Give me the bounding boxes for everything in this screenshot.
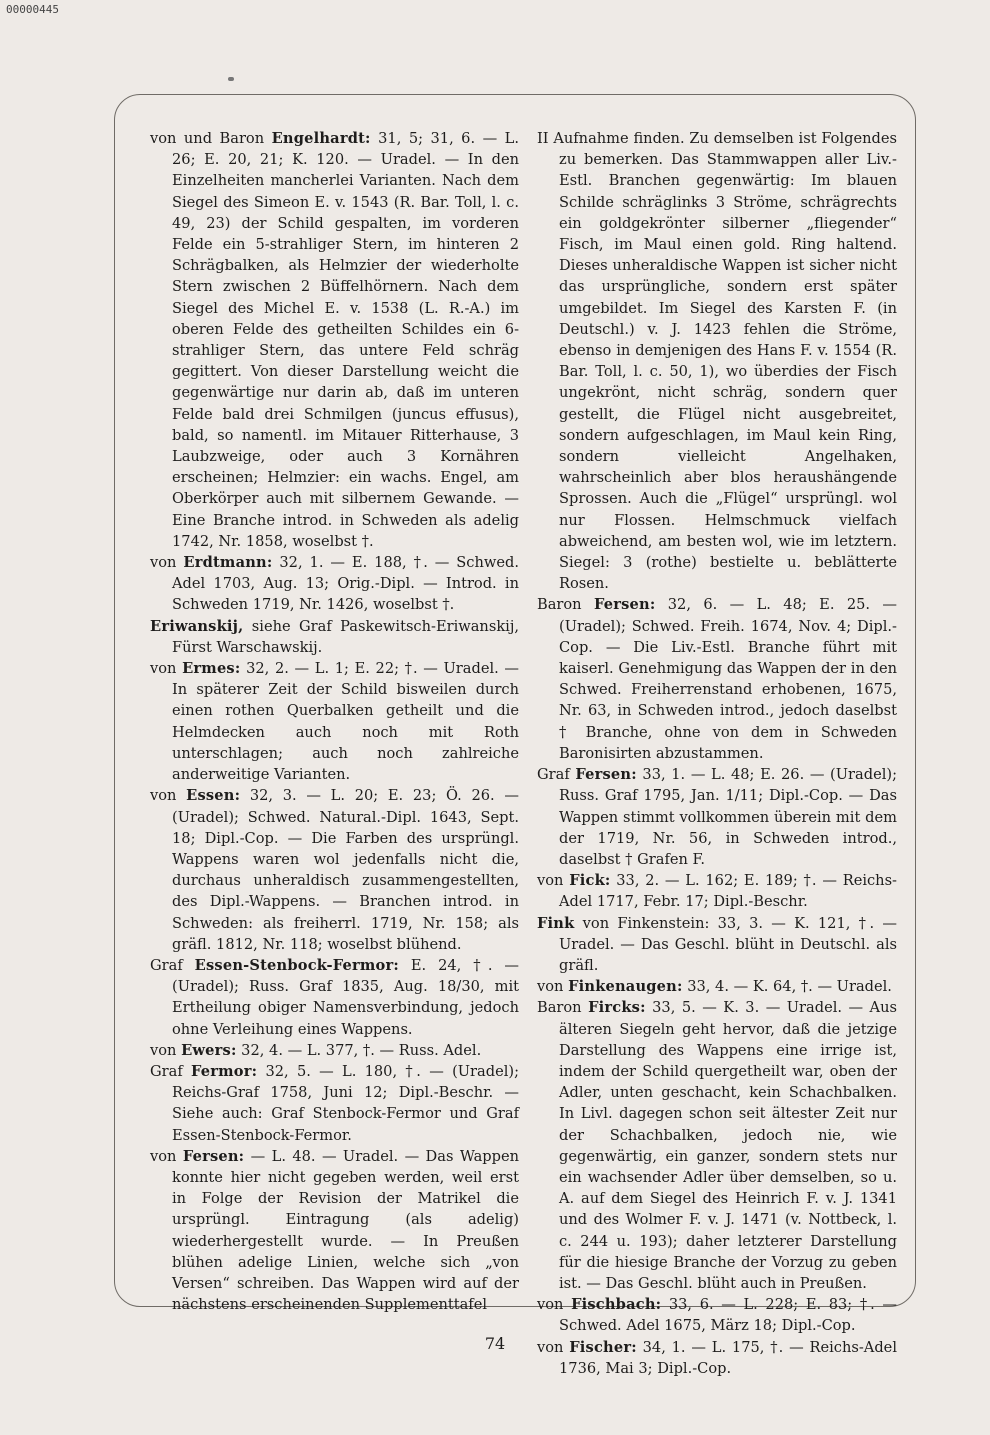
entry-text: 32, 3. — L. 20; E. 23; Ö. 26. — (Uradel); Schwed. Natural.-Dipl. 1643, Sept. 18; Dipl.-Cop. — Die Farben des ursprüngl. Wappens waren wol jedenfalls nicht die, durchaus unheraldisch zusammengestellten, des Dipl.-Wappens. — Branchen introd. in Schweden: als freiherrl. 1719, Nr. 158; als gräfl. 1812, Nr. 118; woselbst blühend. bbox=[172, 787, 519, 953]
entry-headword: Fink bbox=[537, 914, 575, 932]
entry-baron-fersen bbox=[537, 594, 897, 764]
entry-headword: Finkenaugen: bbox=[568, 978, 683, 996]
entry-graf-fersen bbox=[537, 764, 897, 870]
left-column bbox=[150, 128, 519, 1315]
entry-prefix: Baron bbox=[537, 999, 589, 1017]
entry-headword: Fersen: bbox=[575, 766, 637, 784]
page-number: 74 bbox=[484, 1334, 506, 1353]
right-column bbox=[537, 128, 897, 1379]
entry-headword: Fischer: bbox=[569, 1338, 637, 1356]
entry-ewers bbox=[150, 1040, 519, 1061]
entry-text: 33, 1. — L. 48; E. 26. — (Uradel); Russ. Graf 1795, Jan. 1/11; Dipl.-Cop. — Das Wappen stimmt vollkommen überein mit dem der 1719, Nr. 56, in Schweden introd., daselbst † Grafen F. bbox=[559, 766, 897, 868]
entry-prefix: Graf bbox=[150, 956, 195, 974]
entry-headword: Fersen: bbox=[182, 1147, 245, 1165]
entry-headword: Essen-Stenbock-Fermor: bbox=[194, 956, 399, 974]
entry-engelhardt bbox=[150, 128, 519, 552]
entry-text: 32, 2. — L. 1; E. 22; †. — Uradel. — In späterer Zeit der Schild bisweilen durch einen rothen Querbalken getheilt und die Helmdecken auch noch mit Roth unterschlagen; auch noch zahlreiche anderweitige Varianten. bbox=[172, 660, 520, 784]
entry-headword: Eriwanskij, bbox=[150, 617, 244, 635]
entry-prefix: von und Baron bbox=[150, 130, 272, 147]
entry-fersen bbox=[150, 1146, 519, 1316]
ink-mark bbox=[228, 77, 234, 81]
entry-headword: Fircks: bbox=[588, 999, 646, 1017]
entry-prefix: von bbox=[150, 1041, 182, 1059]
entry-prefix: von bbox=[150, 787, 187, 805]
entry-text: 31, 5; 31, 6. — L. 26; E. 20, 21; K. 120. — Uradel. — In den Einzelheiten mancherlei Varianten. Nach dem Siegel des Simeon E. v. 1543 (R. Bar. Toll, l. c. 49, 23) der Schild gespalten, im vorderen Felde ein 5-strahliger Stern, im hinteren 2 Schrägbalken, als Helmzier der wiederholte Stern zwischen 2 Büffelhörnern. Nach dem Siegel des Michel E. v. 1538 (L. R.-A.) im oberen Felde des getheilten Schildes ein 6-strahliger Stern, das untere Feld schräg gegittert. Von dieser Darstellung weicht die gegenwärtige nur darin ab, daß im unteren Felde bald drei Schmilgen (juncus effusus), bald, so namentl. im Mitauer Ritterhause, 3 Laubzweige, oder auch 3 Kornähren erscheinen; Helmzier: ein wachs. Engel, am Oberkörper auch mit silbernem Gewande. — Eine Branche introd. in Schweden als adelig 1742, Nr. 1858, woselbst †. bbox=[172, 130, 519, 550]
entry-prefix: von bbox=[150, 1147, 183, 1165]
entry-ermes bbox=[150, 658, 519, 785]
entry-headword: Fersen: bbox=[593, 596, 656, 614]
entry-prefix: Graf bbox=[537, 766, 576, 784]
entry-headword: Fischbach: bbox=[571, 1296, 662, 1314]
entry-prefix: von bbox=[537, 1338, 570, 1356]
entry-text: 33, 2. — L. 162; E. 189; †. — Reichs-Adel 1717, Febr. 17; Dipl.-Beschr. bbox=[559, 872, 897, 911]
entry-prefix: von bbox=[537, 872, 570, 890]
entry-text: 32, 4. — L. 377, †. — Russ. Adel. bbox=[236, 1041, 482, 1059]
entry-headword: Erdtmann: bbox=[183, 554, 273, 572]
entry-text: E. 24, †. — (Uradel); Russ. Graf 1835, Aug. 18/30, mit Ertheilung obiger Namensverbindung, jedoch ohne Verleihung eines Wappens. bbox=[172, 956, 519, 1038]
entry-prefix: von bbox=[150, 660, 183, 678]
entry-essen bbox=[150, 785, 519, 955]
entry-headword: Ewers: bbox=[181, 1041, 237, 1059]
entry-essen-stenbock-fermor bbox=[150, 955, 519, 1040]
page-id: 00000445 bbox=[6, 3, 59, 16]
entry-text: 33, 5. — K. 3. — Uradel. — Aus älteren Siegeln geht hervor, daß die jetzige Darstellung des Wappens eine irrige ist, indem der Schild quergetheilt war, oben der Adler, unten geschacht, kein Schachbalken. In Livl. dagegen schon seit ältester Zeit nur der Schachbalken, jedoch nie, wie gegenwärtig, ein ganzer, sondern stets nur ein wachsender Adler über demselben, so u. A. auf dem Siegel des Heinrich F. v. J. 1341 und des Wolmer F. v. J. 1471 (v. Nottbeck, l. c. 244 u. 193); daher letzterer Darstellung für die hiesige Branche der Vorzug zu geben ist. — Das Geschl. blüht auch in Preußen. bbox=[559, 999, 897, 1292]
entry-prefix: Baron bbox=[537, 596, 594, 614]
entry-fink-von-finkenstein bbox=[537, 913, 897, 977]
entry-prefix: Graf bbox=[150, 1062, 192, 1080]
entry-text: — L. 48. — Uradel. — Das Wappen konnte hier nicht gegeben werden, weil erst in Folge der Revision der Matrikel die ursprüngl. Eintragung (als adelig) wiederhergestellt wurde. — In Preußen blühen adelige Linien, welche sich „von Versen“ schreiben. Das Wappen wird auf der nächstens erscheinenden Supplementtafel bbox=[172, 1147, 519, 1314]
entry-text: 32, 6. — L. 48; E. 25. — (Uradel); Schwed. Freih. 1674, Nov. 4; Dipl.-Cop. — Die Liv.-Estl. Branche führt mit kaiserl. Genehmigung das Wappen der in den Schwed. Freiherrenstand erhobenen, 1675, Nr. 63, in Schweden introd., jedoch daselbst † Branche, ohne von dem in Schweden Baronisirten abzustammen. bbox=[559, 596, 898, 762]
entry-text: II Aufnahme finden. Zu demselben ist Folgendes zu bemerken. Das Stammwappen aller Liv.-Estl. Branchen gegenwärtig: Im blauen Schilde schräglinks 3 Ströme, schrägrechts ein goldgekrönter silberner „fliegender“ Fisch, im Maul einen gold. Ring haltend. Dieses unheraldische Wappen ist sicher nicht das ursprüngliche, sondern erst später umgebildet. Im Siegel des Karsten F. (in Deutschl.) v. J. 1423 fehlen die Ströme, ebenso in demjenigen des Hans F. v. 1554 (R. Bar. Toll, l. c. 50, 1), wo überdies der Fisch ungekrönt, nicht schräg, sondern quer gestellt, die Flügel nicht ausgebreitet, sondern aufgeschlagen, im Maul kein Ring, sondern vielleicht Angelhaken, wahrscheinlich aber blos heraushängende Sprossen. Auch die „Flügel“ ursprüngl. wol nur Flossen. Helmschmuck vielfach abweichend, am besten wol, wie im letztern. Siegel: 3 (rothe) bestielte u. beblätterte Rosen. bbox=[537, 130, 897, 593]
entry-headword: Essen: bbox=[186, 787, 241, 805]
entry-text: 32, 1. — E. 188, †. — Schwed. Adel 1703, Aug. 13; Orig.-Dipl. — Introd. in Schweden 1719, Nr. 1426, woselbst †. bbox=[172, 554, 519, 614]
entry-finkenaugen bbox=[537, 976, 897, 997]
entry-text: 33, 4. — K. 64, †. — Uradel. bbox=[682, 978, 892, 996]
entry-prefix: von bbox=[537, 978, 569, 996]
entry-headword: Engelhardt: bbox=[271, 130, 371, 147]
entry-headword: Ermes: bbox=[182, 660, 241, 678]
entry-text: von Finkenstein: 33, 3. — K. 121, †. — Uradel. — Das Geschl. blüht in Deutschl. als gräfl. bbox=[559, 914, 897, 974]
entry-erdtmann bbox=[150, 552, 519, 616]
entry-headword: Fick: bbox=[569, 872, 611, 890]
entry-fermor bbox=[150, 1061, 519, 1146]
entry-prefix: von bbox=[150, 554, 184, 572]
entry-fischbach bbox=[537, 1294, 897, 1336]
entry-text: 32, 5. — L. 180, †. — (Uradel); Reichs-Graf 1758, Juni 12; Dipl.-Beschr. — Siehe auch: Graf Stenbock-Fermor und Graf Essen-Stenbock-Fermor. bbox=[172, 1062, 519, 1144]
entry-fersen-cont bbox=[537, 128, 897, 594]
entry-text: siehe Graf Paskewitsch-Eriwanskij, Fürst Warschawskij. bbox=[172, 617, 519, 656]
entry-fick bbox=[537, 870, 897, 912]
entry-text: 34, 1. — L. 175, †. — Reichs-Adel 1736, Mai 3; Dipl.-Cop. bbox=[559, 1338, 897, 1377]
entry-eriwanskij bbox=[150, 616, 519, 658]
entry-text: 33, 6. — L. 228; E. 83; †. — Schwed. Adel 1675, März 18; Dipl.-Cop. bbox=[559, 1296, 897, 1335]
entry-firks bbox=[537, 997, 897, 1294]
entry-headword: Fermor: bbox=[191, 1062, 258, 1080]
entry-prefix: von bbox=[537, 1296, 572, 1314]
